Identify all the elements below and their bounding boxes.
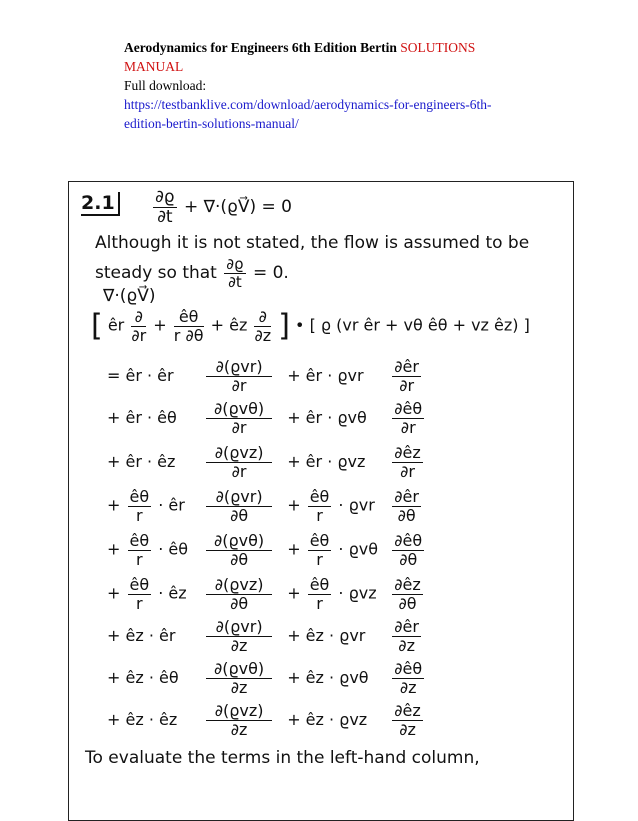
row-unit-denominator: ∂θ: [399, 549, 418, 569]
expansion-row: [107, 660, 426, 696]
operator-dz: ∂z: [254, 325, 272, 345]
operator-plus-2: +: [210, 315, 225, 335]
row-mid-tail: · ϱvθ: [338, 539, 379, 559]
row-lead-denominator: r: [136, 593, 143, 613]
row-denominator: ∂θ: [230, 505, 249, 525]
row-mid-numerator: êθ: [309, 531, 330, 550]
row-unit-denominator: ∂z: [399, 719, 416, 739]
row-unit-derivative: ∂êθ: [394, 659, 423, 678]
row-mid-numerator: êθ: [309, 487, 330, 506]
row-mid-tail: · ϱvr: [338, 495, 375, 515]
row-numerator: ∂(ϱvz): [206, 444, 272, 463]
row-lead: + êz · êr: [107, 625, 176, 645]
row-mid-numerator: êθ: [309, 575, 330, 594]
steady-numerator: ∂ϱ: [226, 255, 244, 273]
row-middle: + êr · ϱvr: [287, 365, 364, 385]
operator-r-dtheta: r ∂θ: [173, 325, 204, 345]
row-lead-tail: · êz: [158, 583, 187, 603]
row-mid-denominator: r: [316, 505, 323, 525]
row-plus: +: [287, 583, 301, 603]
full-download-label: Full download:: [124, 78, 207, 93]
row-unit-derivative: ∂êz: [394, 443, 421, 462]
row-unit-derivative: ∂êz: [394, 701, 421, 720]
row-numerator: ∂(ϱvr): [206, 488, 272, 507]
operator-left-bracket: [: [91, 308, 103, 344]
row-unit-derivative: ∂êr: [394, 487, 419, 506]
row-numerator: ∂(ϱvθ): [206, 400, 272, 419]
document-title: Aerodynamics for Engineers 6th Edition Bertin: [124, 40, 397, 55]
intro-line-2-tail: = 0.: [252, 263, 289, 283]
solution-box: [68, 181, 574, 821]
row-unit-derivative: ∂êθ: [394, 531, 423, 550]
operator-ez: êz: [229, 315, 248, 335]
operator-dr: ∂r: [131, 325, 147, 345]
expansion-row: [107, 488, 423, 524]
row-denominator: ∂θ: [230, 593, 249, 613]
row-denominator: ∂z: [230, 635, 248, 655]
row-lead-numerator: êθ: [129, 487, 150, 506]
steady-denominator: ∂t: [228, 272, 242, 291]
row-lead: + êz · êθ: [107, 667, 179, 687]
row-denominator: ∂r: [231, 461, 247, 481]
row-plus: +: [107, 583, 121, 603]
continuity-denominator: ∂t: [157, 206, 173, 227]
row-unit-denominator: ∂r: [400, 461, 415, 481]
row-middle: + êz · ϱvz: [287, 709, 368, 729]
row-lead-denominator: r: [136, 549, 143, 569]
operator-expression: [91, 308, 530, 344]
row-middle: + êr · ϱvz: [287, 451, 366, 471]
problem-number: 2.1: [81, 192, 120, 216]
row-denominator: ∂z: [230, 677, 248, 697]
operator-d-2: ∂: [254, 308, 271, 327]
row-plus: +: [287, 539, 301, 559]
row-lead-tail: · êr: [158, 495, 185, 515]
row-numerator: ∂(ϱvθ): [206, 660, 272, 679]
row-unit-derivative: ∂êr: [394, 357, 419, 376]
row-denominator: ∂r: [231, 375, 247, 395]
row-mid-denominator: r: [316, 549, 323, 569]
row-unit-derivative: ∂êr: [394, 617, 419, 636]
row-unit-denominator: ∂z: [398, 635, 415, 655]
expansion-row: [107, 400, 426, 436]
row-lead: + êr · êθ: [107, 407, 177, 427]
intro-line-1: Although it is not stated, the flow is assumed to be: [95, 233, 530, 253]
operator-d-1: ∂: [131, 308, 146, 327]
expansion-row: [107, 702, 425, 738]
row-unit-denominator: ∂θ: [397, 505, 416, 525]
row-lead-tail: · êθ: [158, 539, 189, 559]
operator-plus-1: +: [153, 315, 167, 335]
row-unit-derivative: ∂êz: [394, 575, 421, 594]
operator-right-bracket: ]: [278, 308, 290, 344]
row-plus: +: [107, 539, 121, 559]
row-unit-denominator: ∂θ: [398, 593, 417, 613]
intro-line-2: [95, 256, 289, 290]
row-numerator: ∂(ϱvr): [206, 358, 272, 377]
row-numerator: ∂(ϱvz): [206, 702, 272, 721]
row-lead-numerator: êθ: [129, 575, 150, 594]
row-denominator: ∂r: [231, 417, 247, 437]
row-unit-denominator: ∂r: [400, 417, 416, 437]
operator-dot: •: [295, 315, 305, 335]
row-lead: + êz · êz: [107, 709, 178, 729]
row-plus: +: [107, 495, 121, 515]
expansion-row: [107, 358, 423, 394]
expansion-row: [107, 532, 426, 568]
row-lead: + êr · êz: [107, 451, 176, 471]
continuity-equation: [151, 188, 292, 226]
row-plus: +: [287, 495, 301, 515]
solutions-label: SOLUTIONS: [400, 40, 476, 55]
continuity-numerator: ∂ϱ: [155, 187, 175, 207]
expansion-row: [107, 444, 425, 480]
divergence-term: ∇·(ϱV⃗): [103, 286, 156, 306]
closing-line: To evaluate the terms in the left-hand column,: [85, 748, 480, 768]
row-unit-derivative: ∂êθ: [394, 399, 423, 418]
row-numerator: ∂(ϱvθ): [206, 532, 272, 551]
velocity-expression: [ ϱ (vr êr + vθ êθ + vz êz) ]: [309, 315, 530, 335]
row-unit-denominator: ∂r: [399, 375, 415, 395]
row-middle: + êz · ϱvr: [287, 625, 366, 645]
download-link-line-1[interactable]: https://testbanklive.com/download/aerodynamics-for-engineers-6th-: [124, 97, 492, 112]
intro-line-2-text: steady so that: [95, 263, 217, 283]
document-header: [124, 38, 524, 133]
expansion-row: [107, 576, 425, 612]
row-middle: + êr · ϱvθ: [287, 407, 367, 427]
row-denominator: ∂z: [230, 719, 248, 739]
row-unit-denominator: ∂z: [399, 677, 417, 697]
row-mid-denominator: r: [316, 593, 323, 613]
expansion-row: [107, 618, 423, 654]
operator-er: êr: [107, 315, 125, 335]
row-lead: = êr · êr: [107, 365, 174, 385]
row-mid-tail: · ϱvz: [338, 583, 377, 603]
row-denominator: ∂θ: [230, 549, 249, 569]
row-middle: + êz · ϱvθ: [287, 667, 369, 687]
row-lead-numerator: êθ: [129, 531, 150, 550]
download-link-line-2[interactable]: edition-bertin-solutions-manual/: [124, 116, 299, 131]
operator-etheta: êθ: [174, 308, 204, 327]
manual-label: MANUAL: [124, 59, 184, 74]
row-lead-denominator: r: [136, 505, 143, 525]
row-numerator: ∂(ϱvr): [206, 618, 272, 637]
row-numerator: ∂(ϱvz): [206, 576, 272, 595]
continuity-rest: + ∇·(ϱV⃗) = 0: [184, 197, 292, 218]
